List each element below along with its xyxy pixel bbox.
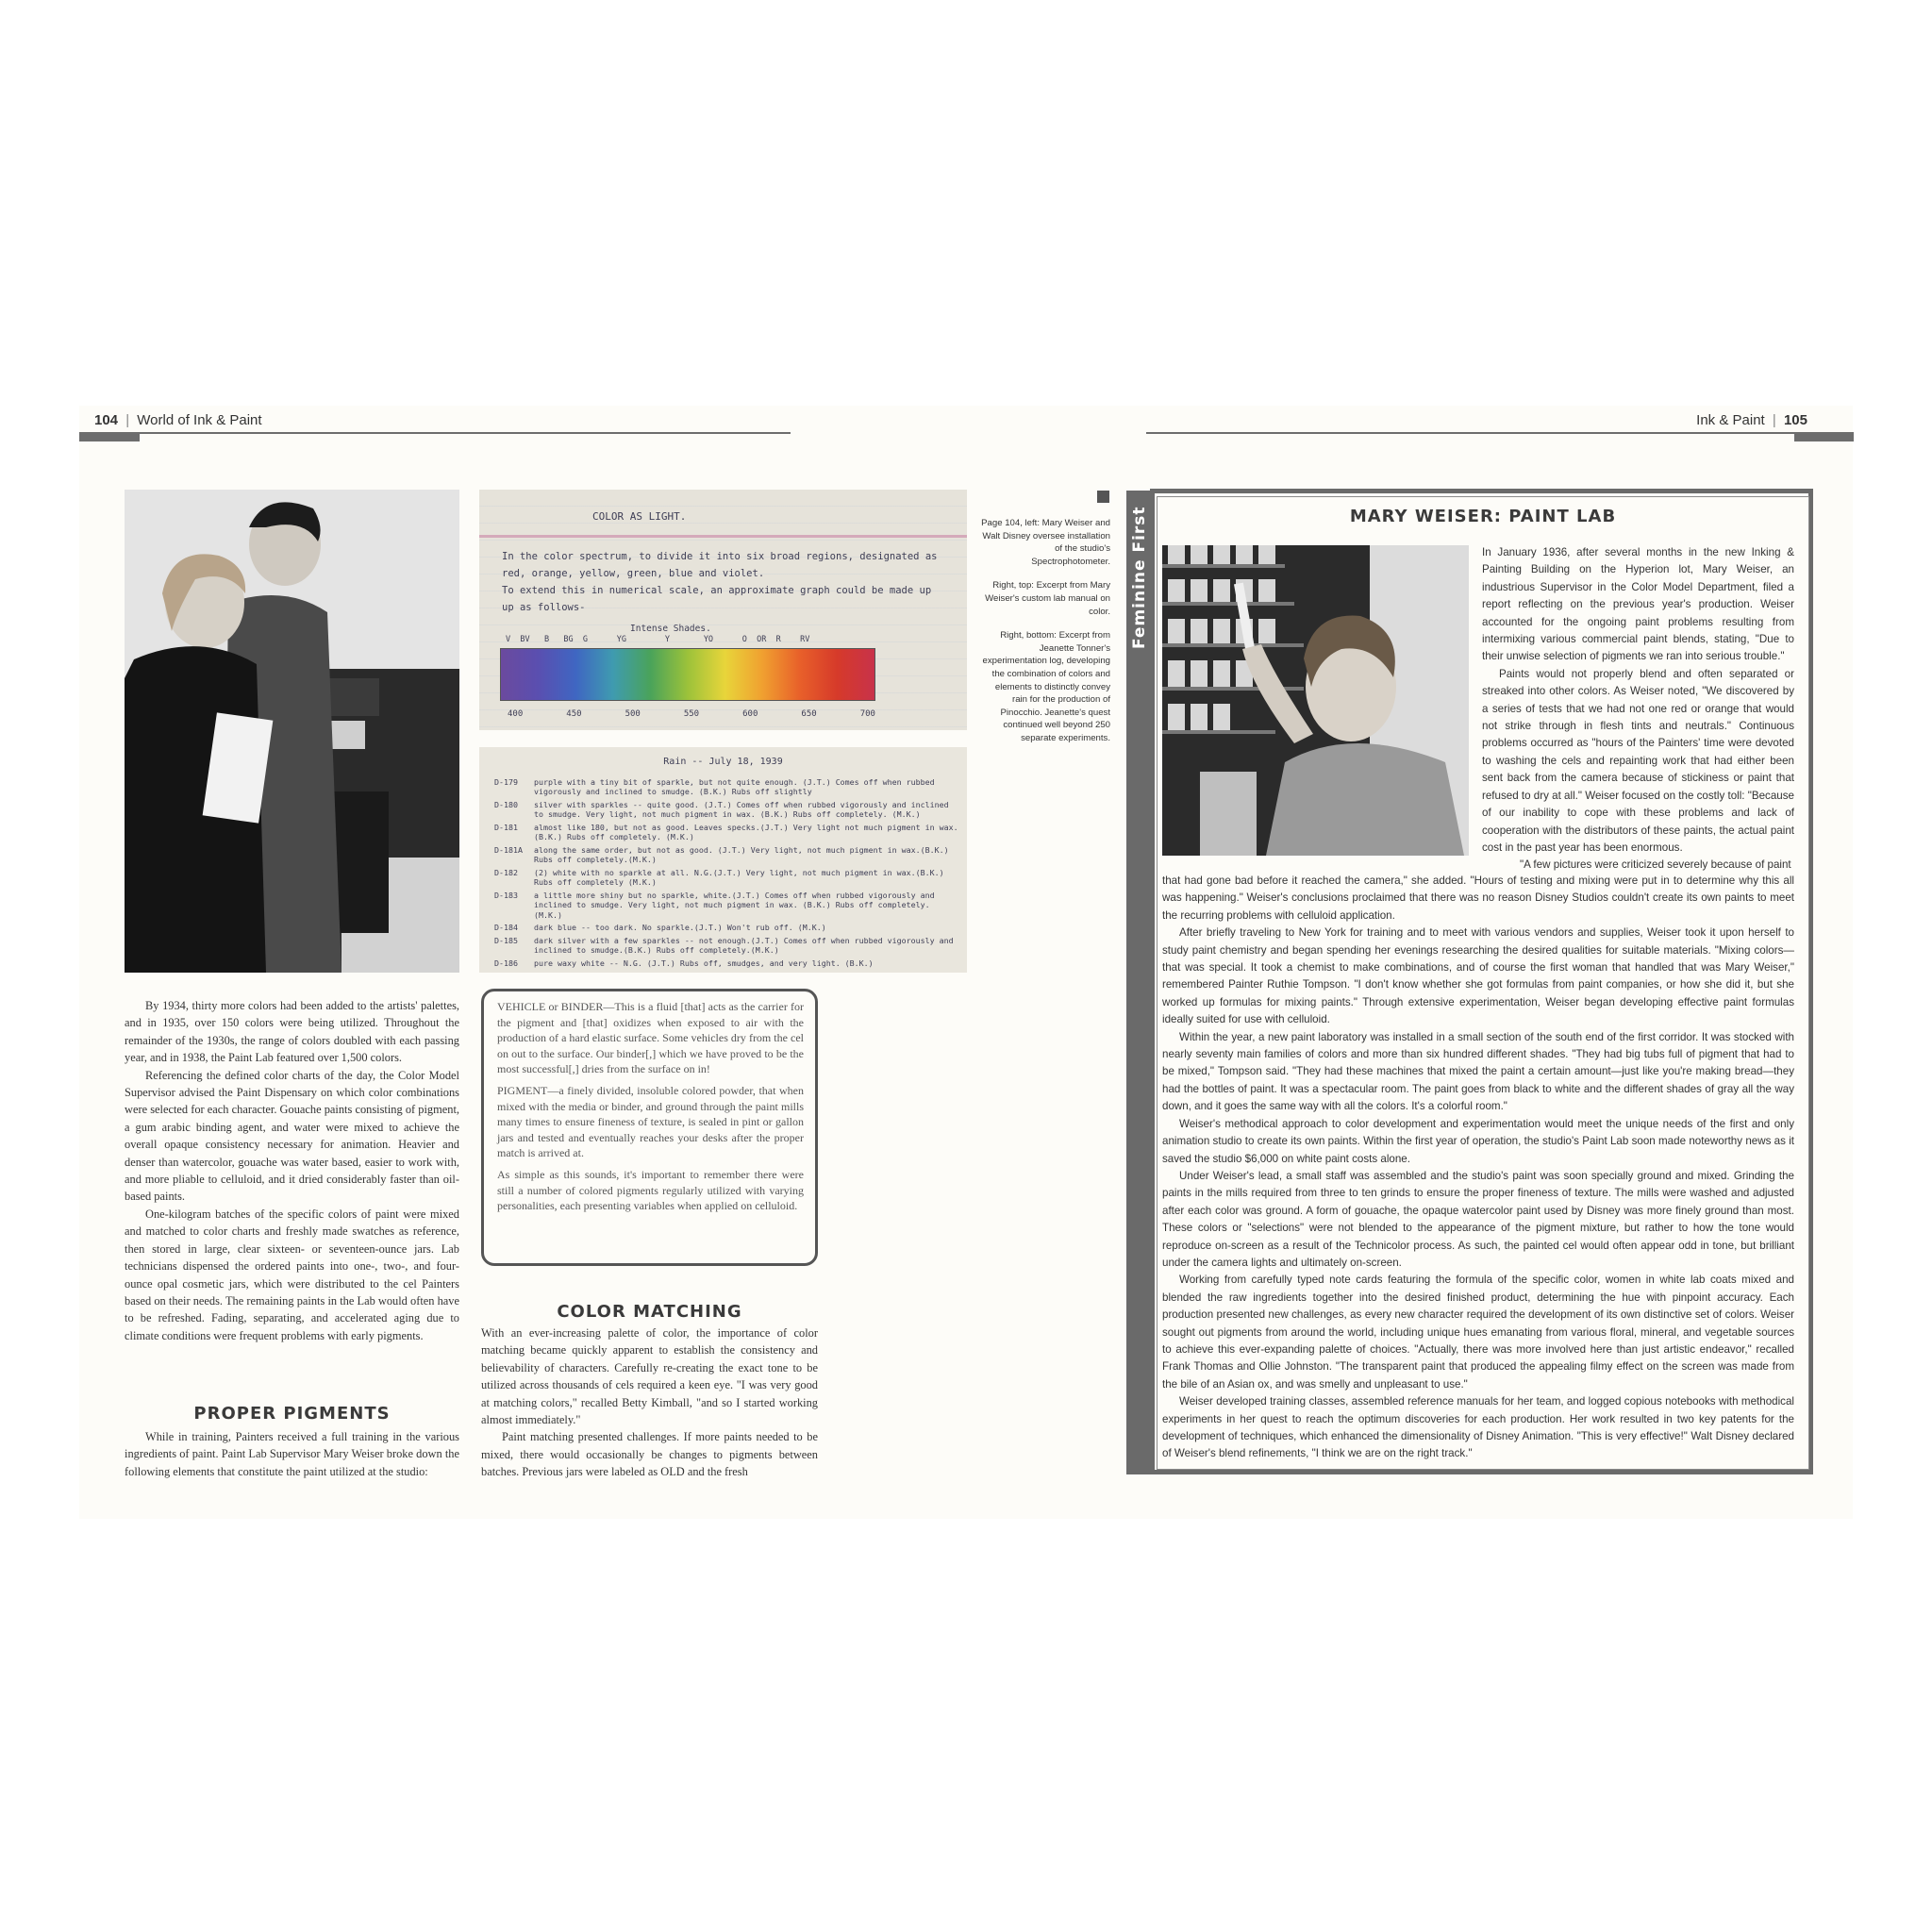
box-note: As simple as this sounds, it's important to remember there were still a number of colored pigments regularly utilized with varying personalities, each presenting variables when applied on celluloid. — [497, 1167, 804, 1213]
rain-entry-code: D-183 — [494, 891, 518, 900]
rain-entry-code: D-180 — [494, 800, 518, 809]
rain-entry-code: D-181A — [494, 845, 523, 855]
body-proper-pigments — [125, 1428, 459, 1480]
scale-tick: 400 — [508, 709, 524, 719]
rain-entry-code: D-182 — [494, 868, 518, 877]
paragraph: Paints would not properly blend and often separated or streaked into other colors. As Weiser noted, "We discovered by a series of tests that we had not one red or orange that would not strike through in flesh tints and neutrals." Continuous problems occurred as "hours of the Painters' time were devoted to washing the cels and repainting work that had either been sent back from the camera because of stickiness or paint that refused to dry at all." Weiser focused on the costly toll: "Because of our inability to cope with these problems and lack of cooperation with the distributors of these paints, the actual paint cost in the past year has been enormous. — [1482, 667, 1794, 854]
paragraph: Paint matching presented challenges. If more paints needed to be mixed, there would occasionally be changes to pigments between batches. Previous jars were labeled as OLD and the fresh — [481, 1430, 818, 1479]
feature-title: MARY WEISER: PAINT LAB — [1349, 507, 1617, 526]
doc-line: To extend this in numerical scale, an approximate graph could be made up — [502, 585, 932, 596]
rain-entry — [494, 958, 958, 968]
doc-color-as-light — [479, 490, 967, 730]
left-page-header — [94, 412, 262, 428]
rain-entry-text: (2) white with no sparkle at all. N.G.(J.T.) Very light, not much pigment in wax.(B.K.) Rubs off completely (M.K.) — [534, 868, 944, 888]
paragraph: that had gone bad before it reached the camera," she added. "Hours of testing and mixing were put in to determine why this all was happening." Weiser's conclusions proclaimed that there was no reason Disney Studios couldn't create its own paints to meet the recurring problems with celluloid application. — [1162, 874, 1794, 922]
page-number-right: 105 — [1783, 412, 1807, 428]
doc-line: In the color spectrum, to divide it into six broad regions, designated as — [502, 551, 938, 562]
scale-tick: 550 — [683, 709, 700, 719]
doc-rain-log — [479, 747, 967, 973]
rain-title: Rain -- July 18, 1939 — [663, 757, 783, 767]
header-tab-right — [1794, 433, 1854, 441]
photo-mary-weiser-lab — [1162, 545, 1469, 856]
paragraph: After briefly traveling to New York for training and to meet with various vendors and supplies, Weiser took it upon herself to study paint chemistry and began spending her evenings researching the desired qualities for suitable materials. "Mixing colors—that was special. It took a chemist to make combinations, and of course the first woman that handled that was Mary Weiser," remembered Painter Ruthie Tompson. "I don't know whether she got formulas from paint companies, or how she did it, but she worked up formulas for mixing paints." Through extensive experimentation, Weiser began developing effective paint formulas ideally suited for use with celluloid. — [1162, 926, 1794, 1026]
caption-marker — [1097, 491, 1109, 503]
feature-side-text — [1482, 544, 1794, 874]
rain-entry-text: almost like 180, but not as good. Leaves specks.(J.T.) Very light not much pigment in wax.(B.K.) Rubs off completely. (M.K.) — [534, 823, 958, 842]
rain-entry-code: D-186 — [494, 958, 518, 968]
doc-line: red, orange, yellow, green, blue and violet. — [502, 568, 765, 579]
photo-weiser-disney — [125, 490, 459, 973]
rain-entry-code: D-181 — [494, 823, 518, 832]
photo-captions — [981, 517, 1110, 757]
rain-entries — [494, 777, 958, 972]
chart-label: Intense Shades. — [630, 624, 711, 634]
scale-tick: 650 — [801, 709, 817, 719]
heading-proper-pigments: PROPER PIGMENTS — [193, 1404, 391, 1424]
scale-tick: 600 — [742, 709, 758, 719]
header-rule-left — [79, 432, 791, 434]
paragraph: With an ever-increasing palette of color, the importance of color matching became quickly apparent to establish the consistency and believability of characters. Carefully re-creating the exact tone to be utilized across thousands of cels required a keen eye. "I was very good at matching colors," recalled Betty Kimball, "and so I started working almost immediately." — [481, 1326, 818, 1427]
rain-entry — [494, 777, 958, 797]
scale-tick: 450 — [566, 709, 582, 719]
feminine-first-label: Feminine First — [1130, 506, 1149, 649]
paragraph: While in training, Painters received a full training in the various ingredients of paint. Paint Lab Supervisor Mary Weiser broke down the following elements that constitute the paint utilized at the studio: — [125, 1430, 459, 1478]
rain-entry-text: dark blue -- too dark. No sparkle.(J.T.) Won't rub off. (M.K.) — [534, 923, 826, 933]
header-rule-right — [1146, 432, 1854, 434]
paragraph: Weiser's methodical approach to color development and experimentation would meet the unique needs of the first and only animation studio to create its own paints. Within the first year of operation, the studio's Paint Lab soon made noteworthy news as it saved the studio $6,000 on white paint costs alone. — [1162, 1117, 1794, 1165]
right-page-header — [1696, 412, 1807, 428]
paragraph: Working from carefully typed note cards featuring the formula of the specific color, women in white lab coats mixed and blended the raw ingredients together into the desired finished product, determining the hue with pinpoint accuracy. Each production presented new challenges, as every new character required the development of its own distinctive set of colors. Weiser sought out pigments from around the world, including unique hues emanating from various floral, mineral, and vegetable sources to achieve this ever-expanding palette of choices. "Actually, there was more involved here than just artistic endeavor," recalled Frank Thomas and Ollie Johnston. "The transparent paint that produced the appealing filmy effect on the screen was made from the bile of an Asian ox, and was smelly and unpleasant to use." — [1162, 1274, 1794, 1391]
rain-entry — [494, 891, 958, 920]
rain-entry-text: purple with a tiny bit of sparkle, but not quite enough. (J.T.) Comes off when rubbed vigorously and inclined to smudge. (B.K.) Rubs off slightly — [534, 777, 935, 797]
band-letters: V BV B BG G YG Y YO O OR R RV — [506, 635, 810, 644]
caption-right-top: Right, top: Excerpt from Mary Weiser's custom lab manual on color. — [985, 580, 1110, 617]
body-column-1 — [125, 997, 459, 1344]
heading-color-matching: COLOR MATCHING — [557, 1302, 742, 1322]
spectrum-graph — [500, 648, 875, 701]
rain-entry — [494, 936, 958, 956]
doc-lines — [502, 548, 964, 616]
header-divider: | — [125, 412, 130, 428]
paragraph: "A few pictures were criticized severely because of paint — [1520, 858, 1791, 872]
doc-title: COLOR AS LIGHT. — [592, 510, 687, 523]
body-color-matching — [481, 1324, 818, 1481]
definition-vehicle: VEHICLE or BINDER—This is a fluid [that] acts as the carrier for the pigment and [that] oxidizes when exposed to air with the production of a hard elastic surface. Some vehicles dry from the cel on out to the surface. Our binder[,] which we have proved to be the most successful[,] dries from the surface on in! — [497, 1000, 804, 1076]
paragraph: Weiser developed training classes, assembled reference manuals for her team, and logged copious notebooks with methodical experiments in her quest to reach the optimum discoveries for each production. Her work resulted in two key patents for the development of techniques, which enhanced the dimensionality of Disney Animation. "This is very effective!" Walt Disney declared of Weiser's blend refinements, "I think we are on the right track." — [1162, 1395, 1794, 1460]
paragraph: One-kilogram batches of the specific colors of paint were mixed and matched to color charts and freshly made swatches as reference, then stored in large, clear sixteen- or seventeen-ounce jars. Lab technicians dispensed the ordered paints into one-, two-, and four-ounce opal cosmetic jars, which were distributed to the cel Painters based on their needs. The remaining paints in the Lab would often have to be refreshed. Fading, separating, and accelerated aging due to climate conditions were frequent problems with early pigments. — [125, 1207, 459, 1342]
definitions-box — [481, 989, 818, 1266]
rain-entry — [494, 845, 958, 865]
rain-entry — [494, 923, 958, 932]
rain-entry-text: along the same order, but not as good. (J.T.) Very light, not much pigment in wax.(B.K.) Rubs off completely.(M.K.) — [534, 845, 949, 865]
scale-tick: 500 — [625, 709, 641, 719]
feature-full-text — [1162, 873, 1794, 1463]
rain-entry-text: a little more shiny but no sparkle, white.(J.T.) Comes off when rubbed vigorously and inclined to smudge. Very light, not much pigment in wax. (B.K.) Rubs off completely. (M.K.) — [534, 891, 935, 920]
left-running-title: World of Ink & Paint — [137, 412, 262, 428]
caption-right-bottom: Right, bottom: Excerpt from Jeanette Tonner's experimentation log, developing the combination of colors and elements to distinctly convey rain for the production of Pinocchio. Jeanette's quest continued well beyond 250 separate experiments. — [982, 630, 1110, 743]
paragraph: In January 1936, after several months in the new Inking & Painting Building on the Hyperion lot, Mary Weiser, an industrious Supervisor in the Color Model Department, filed a report reflecting on the previous year's production. Weiser accounted for the ongoing paint problems resulting from intermixing various commercial paint blends, stating, "Due to their unwise selection of pigments we ran into serious trouble." — [1482, 546, 1794, 663]
paragraph: Under Weiser's lead, a small staff was assembled and the studio's paint was soon specially ground and mixed. Grinding the paints in the mills required from three to ten grinds to ensure the proper fineness of texture. The mills were washed and adjusted after each color was ground. A form of gouache, the opaque watercolor paint used by Disney was more finely ground than most. These colors or "selections" were not blended to the appearance of the pigment mixture, but rather to how the tone would reproduce on-screen as a result of the Technicolor process. As such, the painted cel would often appear odd in tone, but brilliant under the camera lights and ultimately on-screen. — [1162, 1169, 1794, 1269]
rain-entry-code: D-184 — [494, 923, 518, 933]
doc-line: up as follows- — [502, 602, 586, 613]
rain-entry-code: D-185 — [494, 936, 518, 945]
paragraph: Within the year, a new paint laboratory was installed in a small section of the south end of the first corridor. It was stocked with nearly seventy main families of colors and more than six hundred different shades. "They had big tubs full of pigment that had to be mixed," Tompson said. "They had these machines that mixed the paint a certain amount—just like you're making bread—they had the bottles of paint. It was a spectacular room. The paint goes from black to white and the different shades of gray all the way down, and it goes the same way with all the colors. It's a colorful room." — [1162, 1030, 1794, 1113]
photo-mary-weiser-lab-image — [1162, 545, 1469, 856]
rain-entry-text: silver with sparkles -- quite good. (J.T.) Comes off when rubbed vigorously and inclined to smudge. Very light, not much pigment in wax. (B.K.) Rubs off completely. (M.K.) — [534, 800, 949, 820]
rain-entry-code: D-179 — [494, 777, 518, 787]
rain-entry-text: dark silver with a few sparkles -- not enough.(J.T.) Comes off when rubbed vigorously and inclined to smudge.(B.K.) Rubs off completely.(M.K.) — [534, 936, 954, 956]
header-divider: | — [1772, 412, 1776, 428]
caption-left-photo: Page 104, left: Mary Weiser and Walt Disney oversee installation of the studio's Spectrophotometer. — [981, 518, 1110, 567]
rain-entry-text: pure waxy white -- N.G. (J.T.) Rubs off, smudges, and very light. (B.K.) — [534, 958, 874, 968]
right-running-title: Ink & Paint — [1696, 412, 1765, 428]
paragraph: Referencing the defined color charts of the day, the Color Model Supervisor advised the Paint Dispensary on which color combinations were selected for each character. Gouache paints consisting of pigment, a gum arabic binding agent, and water were mixed to achieve the overall opaque consistency necessary for animation. Heavier and denser than watercolor, gouache was water based, easier to work with, and more pliable to celluloid, and it dried considerably faster than oil-based paints. — [125, 1068, 459, 1204]
paragraph: By 1934, thirty more colors had been added to the artists' palettes, and in 1935, over 150 colors were being utilized. Throughout the remainder of the 1930s, the range of colors doubled with each passing year, and in 1938, the Paint Lab featured over 1,500 colors. — [125, 999, 459, 1065]
definition-pigment: PIGMENT—a finely divided, insoluble colored powder, that when mixed with the media or binder, and ground through the paint mills many times to ensure fineness of texture, is sealed in pint or gallon jars and tested and eventually reaches your desks after the proper match is arrived at. — [497, 1083, 804, 1160]
scale-tick: 700 — [859, 709, 875, 719]
rain-entry — [494, 823, 958, 842]
header-tab-left — [79, 433, 140, 441]
spectrum-scale — [508, 709, 875, 719]
rain-entry — [494, 868, 958, 888]
photo-weiser-disney-image — [125, 490, 459, 973]
page-number-left: 104 — [94, 412, 119, 428]
rain-entry — [494, 800, 958, 820]
